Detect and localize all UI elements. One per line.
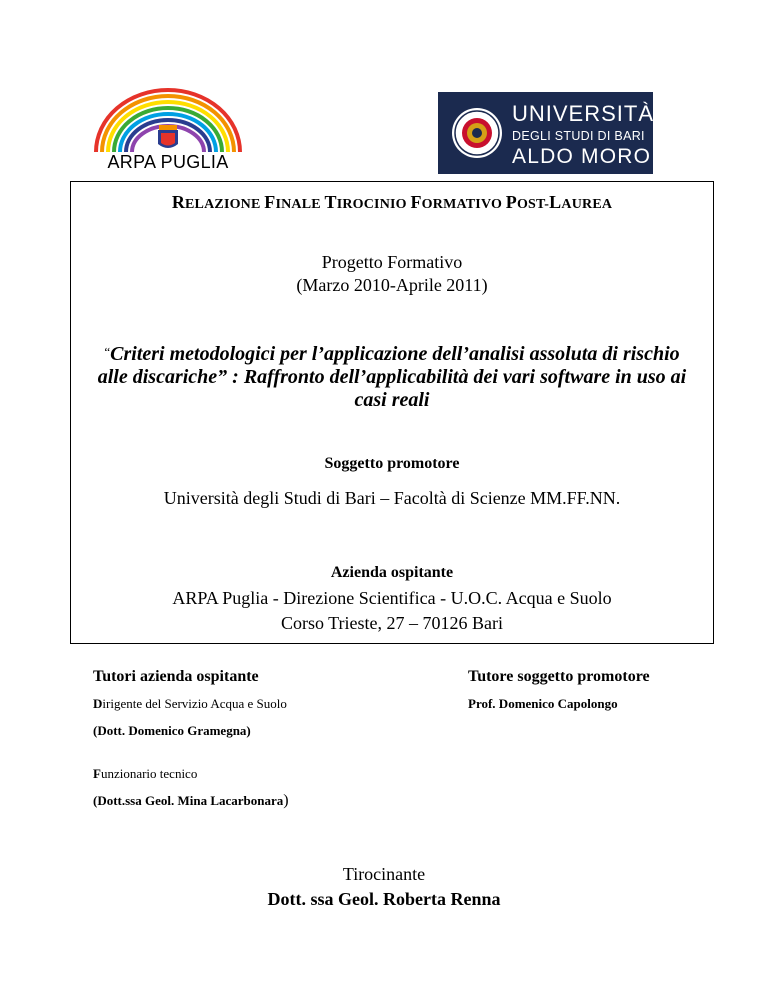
intern-name: Dott. ssa Geol. Roberta Renna bbox=[267, 889, 501, 909]
project-label: Progetto Formativo bbox=[321, 252, 463, 272]
tutor-host-name-1: (Dott. Domenico Gramegna) bbox=[93, 723, 251, 738]
university-logo-line1: UNIVERSITÀ bbox=[512, 101, 655, 126]
tutor-host-role-1: Dirigente del Servizio Acqua e Suolo bbox=[93, 696, 287, 711]
tutor-promoter-name: Prof. Domenico Capolongo bbox=[468, 696, 618, 711]
crest-icon bbox=[158, 125, 178, 148]
tutor-promoter-heading: Tutore soggetto promotore bbox=[468, 668, 650, 685]
promoter-value: Università degli Studi di Bari – Facoltà di Scienze MM.FF.NN. bbox=[163, 488, 621, 508]
project-period: (Marzo 2010-Aprile 2011) bbox=[296, 275, 488, 295]
host-address: Corso Trieste, 27 – 70126 Bari bbox=[280, 613, 503, 633]
arpa-logo-text: ARPA PUGLIA bbox=[107, 152, 229, 172]
tutor-host-name-2: (Dott.ssa Geol. Mina Lacarbonara) bbox=[93, 792, 289, 809]
university-logo-line2: DEGLI STUDI DI BARI bbox=[512, 129, 645, 143]
rainbow-arcs-icon bbox=[88, 80, 248, 160]
title-frame bbox=[70, 181, 714, 644]
promoter-heading: Soggetto promotore bbox=[324, 455, 460, 472]
thesis-title: “Criteri metodologici per l’applicazione dell’analisi assoluta di rischio alle discariche” : Raffronto dell’applicabilità dei vari software in uso ai casi reali bbox=[97, 343, 687, 411]
report-title: RELAZIONE FINALE TIROCINIO FORMATIVO POST-LAUREA bbox=[171, 192, 613, 212]
university-bari-logo bbox=[438, 92, 653, 174]
university-logo-text bbox=[512, 103, 654, 167]
host-value: ARPA Puglia - Direzione Scientifica - U.O.C. Acqua e Suolo bbox=[172, 588, 612, 608]
tutor-host-role-2: Funzionario tecnico bbox=[93, 766, 198, 781]
university-seal-icon bbox=[450, 106, 504, 160]
university-logo-line3: ALDO MORO bbox=[512, 144, 652, 168]
tutor-host-heading: Tutori azienda ospitante bbox=[93, 668, 259, 685]
arpa-puglia-logo bbox=[88, 80, 248, 176]
host-heading: Azienda ospitante bbox=[330, 564, 454, 581]
intern-label: Tirocinante bbox=[342, 864, 426, 884]
